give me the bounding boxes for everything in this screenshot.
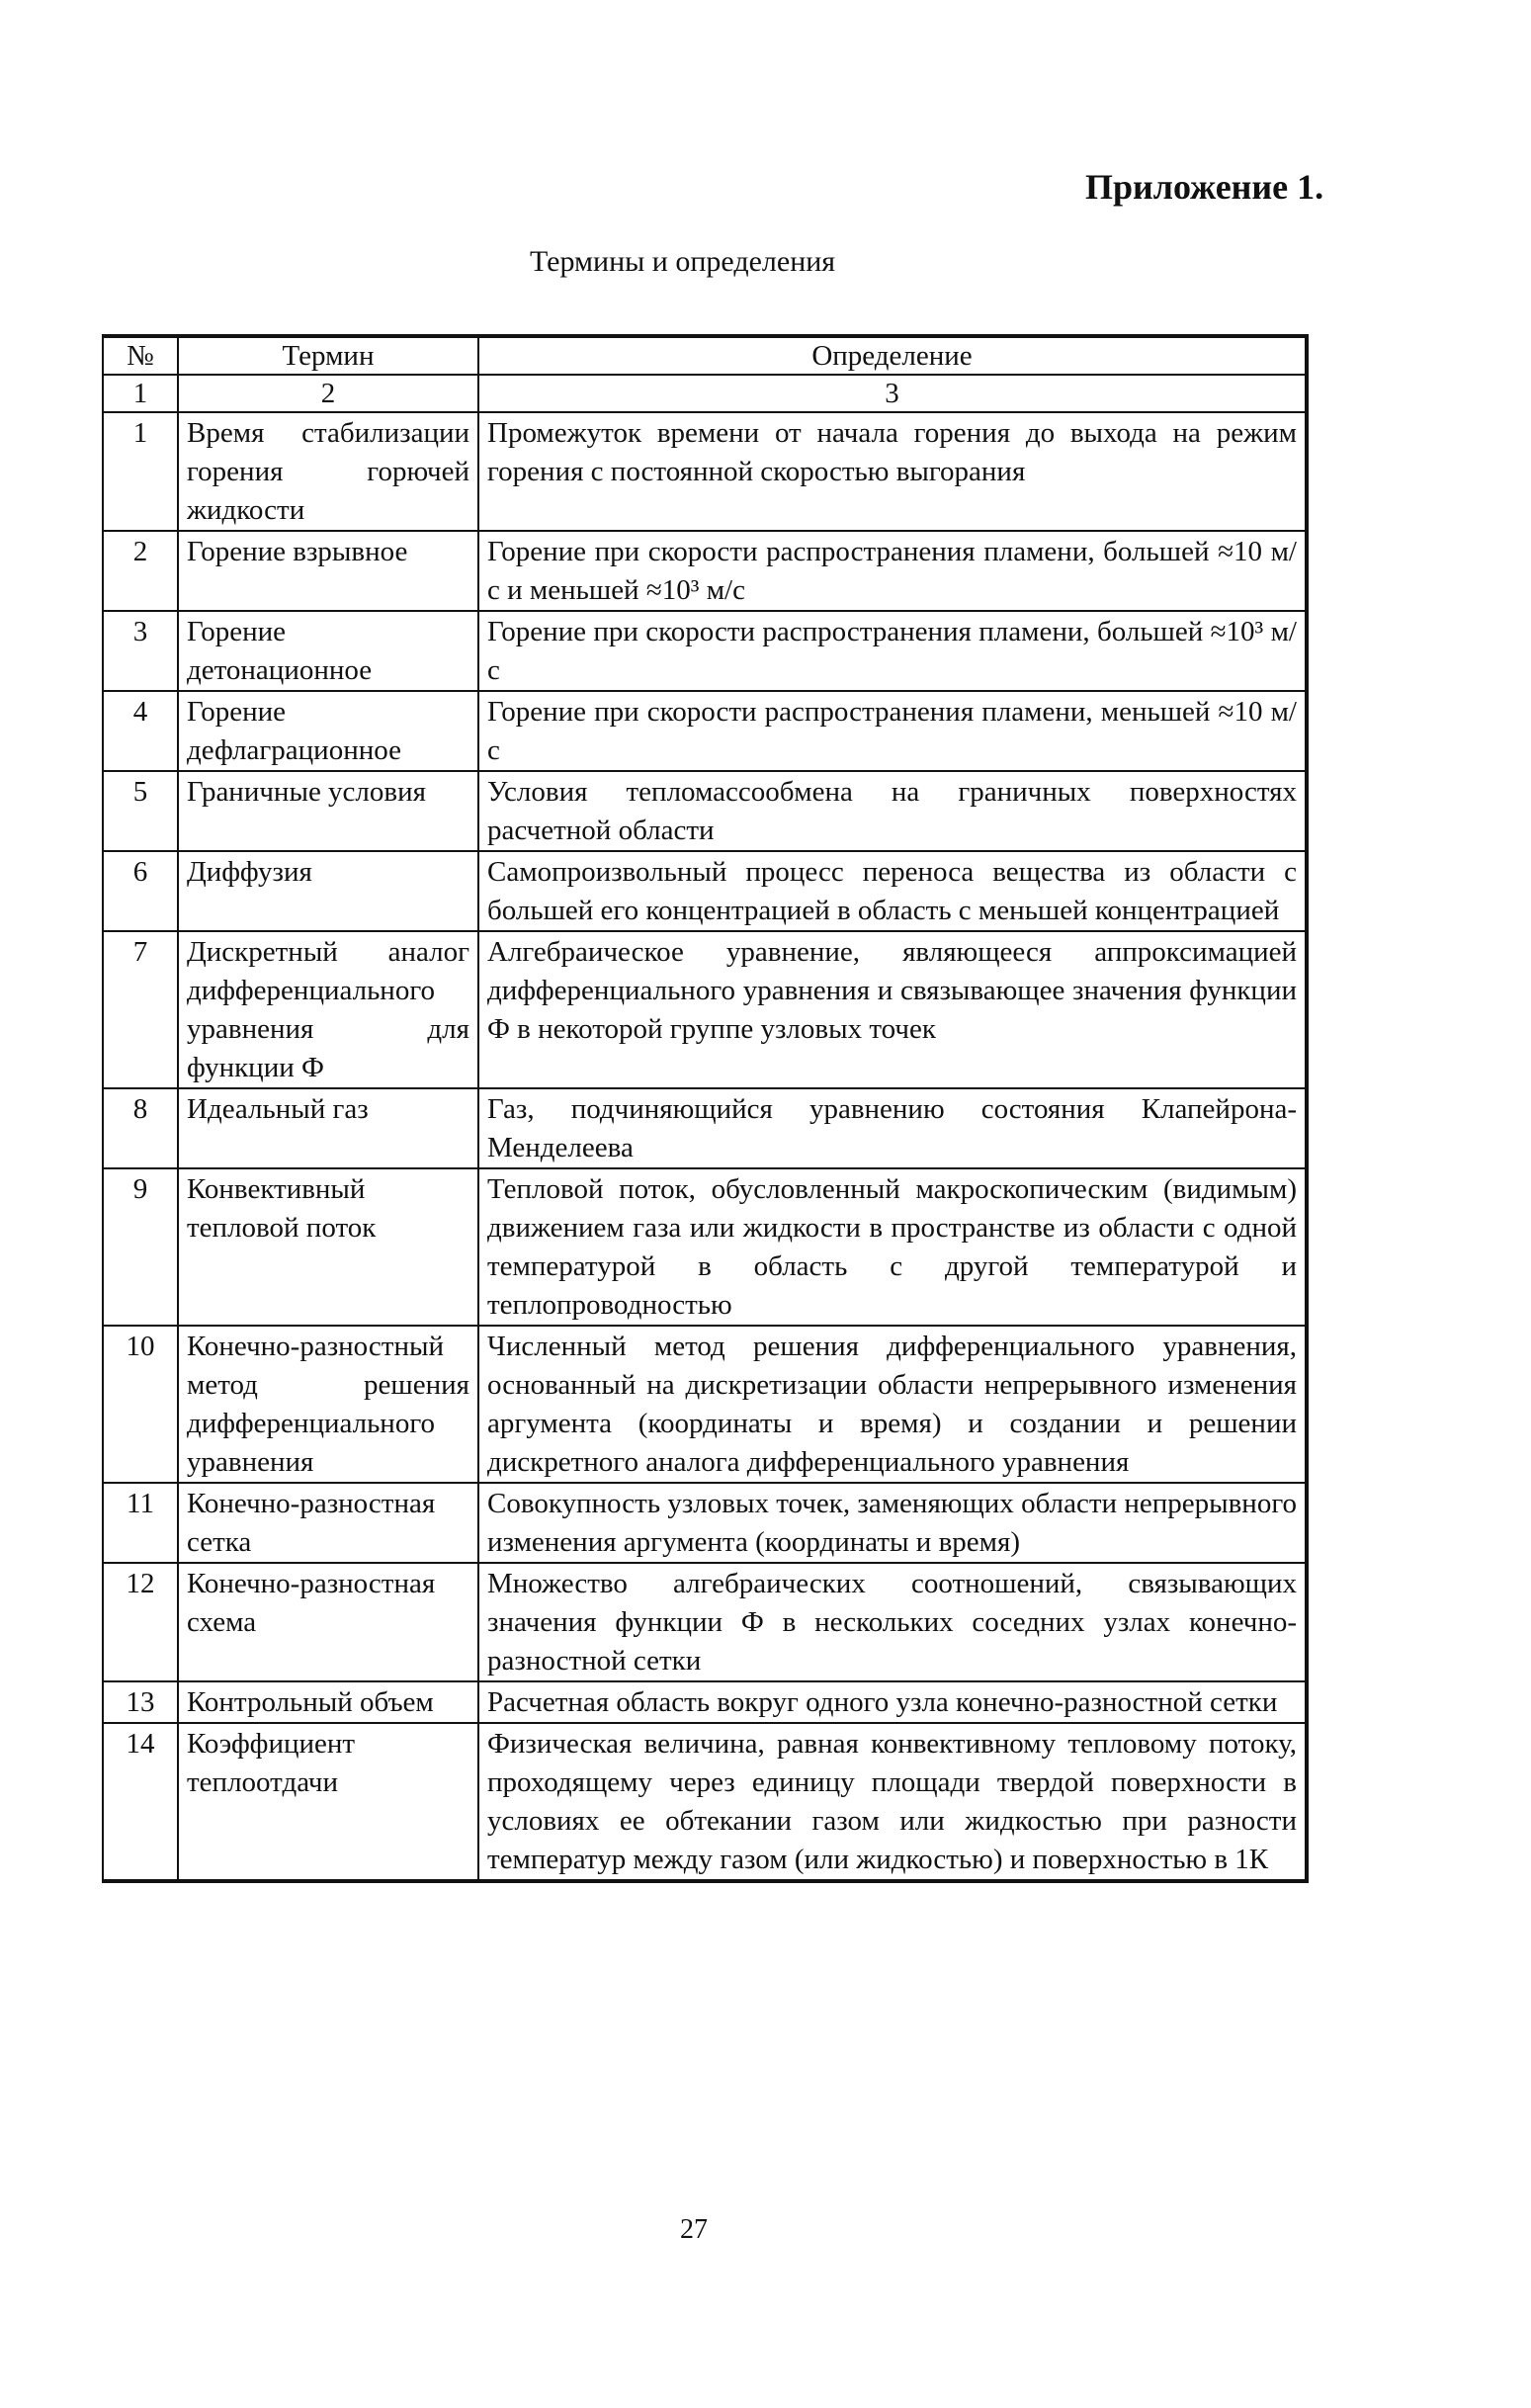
row-definition: Множество алгебраических соотношений, связывающих значения функции Ф в нескольких соседних узлах конечно-разностной сетки xyxy=(478,1563,1307,1681)
table-row xyxy=(103,771,1307,851)
row-number: 6 xyxy=(103,851,178,931)
header-definition: Определение xyxy=(478,336,1307,375)
row-number: 8 xyxy=(103,1088,178,1168)
row-number: 12 xyxy=(103,1563,178,1681)
row-term: Идеальный газ xyxy=(178,1088,478,1168)
row-term: Граничные условия xyxy=(178,771,478,851)
row-definition: Самопроизвольный процесс переноса вещества из области с большей его концентрацией в область с меньшей концентрацией xyxy=(478,851,1307,931)
row-number: 7 xyxy=(103,931,178,1088)
table-row xyxy=(103,1326,1307,1483)
row-number: 2 xyxy=(103,531,178,611)
table-row xyxy=(103,1681,1307,1723)
row-term: Время стабилизации горения горючей жидкости xyxy=(178,412,478,531)
table-row xyxy=(103,1563,1307,1681)
row-term: Дискретный аналог дифференциального уравнения для функции Ф xyxy=(178,931,478,1088)
header-number: № xyxy=(103,336,178,375)
column-number-1: 1 xyxy=(103,375,178,412)
row-definition: Тепловой поток, обусловленный макроскопическим (видимым) движением газа или жидкости в пространстве из области с одной температурой в область с другой температурой и теплопроводностью xyxy=(478,1168,1307,1326)
row-number: 3 xyxy=(103,611,178,691)
row-term: Горение дефлаграционное xyxy=(178,691,478,771)
row-definition: Совокупность узловых точек, заменяющих области непрерывного изменения аргумента (координаты и время) xyxy=(478,1483,1307,1563)
table-row xyxy=(103,931,1307,1088)
row-definition: Горение при скорости распространения пламени, большей ≈10 м/с и меньшей ≈10³ м/с xyxy=(478,531,1307,611)
row-term: Горение детонационное xyxy=(178,611,478,691)
row-term: Конечно-разностная схема xyxy=(178,1563,478,1681)
column-number-2: 2 xyxy=(178,375,478,412)
row-number: 14 xyxy=(103,1723,178,1881)
table-row xyxy=(103,1088,1307,1168)
table-row xyxy=(103,412,1307,531)
terms-table xyxy=(102,334,1309,1883)
table-row xyxy=(103,611,1307,691)
row-term: Горение взрывное xyxy=(178,531,478,611)
row-term: Контрольный объем xyxy=(178,1681,478,1723)
row-term: Конечно-разностный метод решения дифференциального уравнения xyxy=(178,1326,478,1483)
row-definition: Горение при скорости распространения пламени, меньшей ≈10 м/с xyxy=(478,691,1307,771)
row-definition: Условия тепломассообмена на граничных поверхностях расчетной области xyxy=(478,771,1307,851)
row-definition: Горение при скорости распространения пламени, большей ≈10³ м/с xyxy=(478,611,1307,691)
row-term: Диффузия xyxy=(178,851,478,931)
table-row xyxy=(103,851,1307,931)
table-row xyxy=(103,1168,1307,1326)
row-number: 4 xyxy=(103,691,178,771)
row-definition: Физическая величина, равная конвективному тепловому потоку, проходящему через единицу площади твердой поверхности в условиях ее обтекании газом или жидкостью при разности температур между газом (или жидкостью) и поверхностью в 1К xyxy=(478,1723,1307,1881)
row-number: 11 xyxy=(103,1483,178,1563)
header-term: Термин xyxy=(178,336,478,375)
row-definition: Численный метод решения дифференциального уравнения, основанный на дискретизации области непрерывного изменения аргумента (координаты и время) и создании и решении дискретного аналога дифференциального уравнения xyxy=(478,1326,1307,1483)
page-number: 27 xyxy=(680,2214,708,2245)
row-number: 13 xyxy=(103,1681,178,1723)
table-row xyxy=(103,1723,1307,1881)
row-term: Конечно-разностная сетка xyxy=(178,1483,478,1563)
table-header-row xyxy=(103,336,1307,375)
row-number: 5 xyxy=(103,771,178,851)
row-definition: Промежуток времени от начала горения до выхода на режим горения с постоянной скоростью выгорания xyxy=(478,412,1307,531)
row-number: 1 xyxy=(103,412,178,531)
table-row xyxy=(103,691,1307,771)
row-term: Коэффициент теплоотдачи xyxy=(178,1723,478,1881)
row-definition: Алгебраическое уравнение, являющееся аппроксимацией дифференциального уравнения и связывающее значения функции Ф в некоторой группе узловых точек xyxy=(478,931,1307,1088)
row-number: 10 xyxy=(103,1326,178,1483)
table-column-numbers-row xyxy=(103,375,1307,412)
row-definition: Газ, подчиняющийся уравнению состояния Клапейрона-Менделеева xyxy=(478,1088,1307,1168)
row-number: 9 xyxy=(103,1168,178,1326)
table-row xyxy=(103,531,1307,611)
row-definition: Расчетная область вокруг одного узла конечно-разностной сетки xyxy=(478,1681,1307,1723)
appendix-label: Приложение 1. xyxy=(1085,167,1324,207)
column-number-3: 3 xyxy=(478,375,1307,412)
page-title: Термины и определения xyxy=(530,245,836,278)
row-term: Конвективный тепловой поток xyxy=(178,1168,478,1326)
table-row xyxy=(103,1483,1307,1563)
